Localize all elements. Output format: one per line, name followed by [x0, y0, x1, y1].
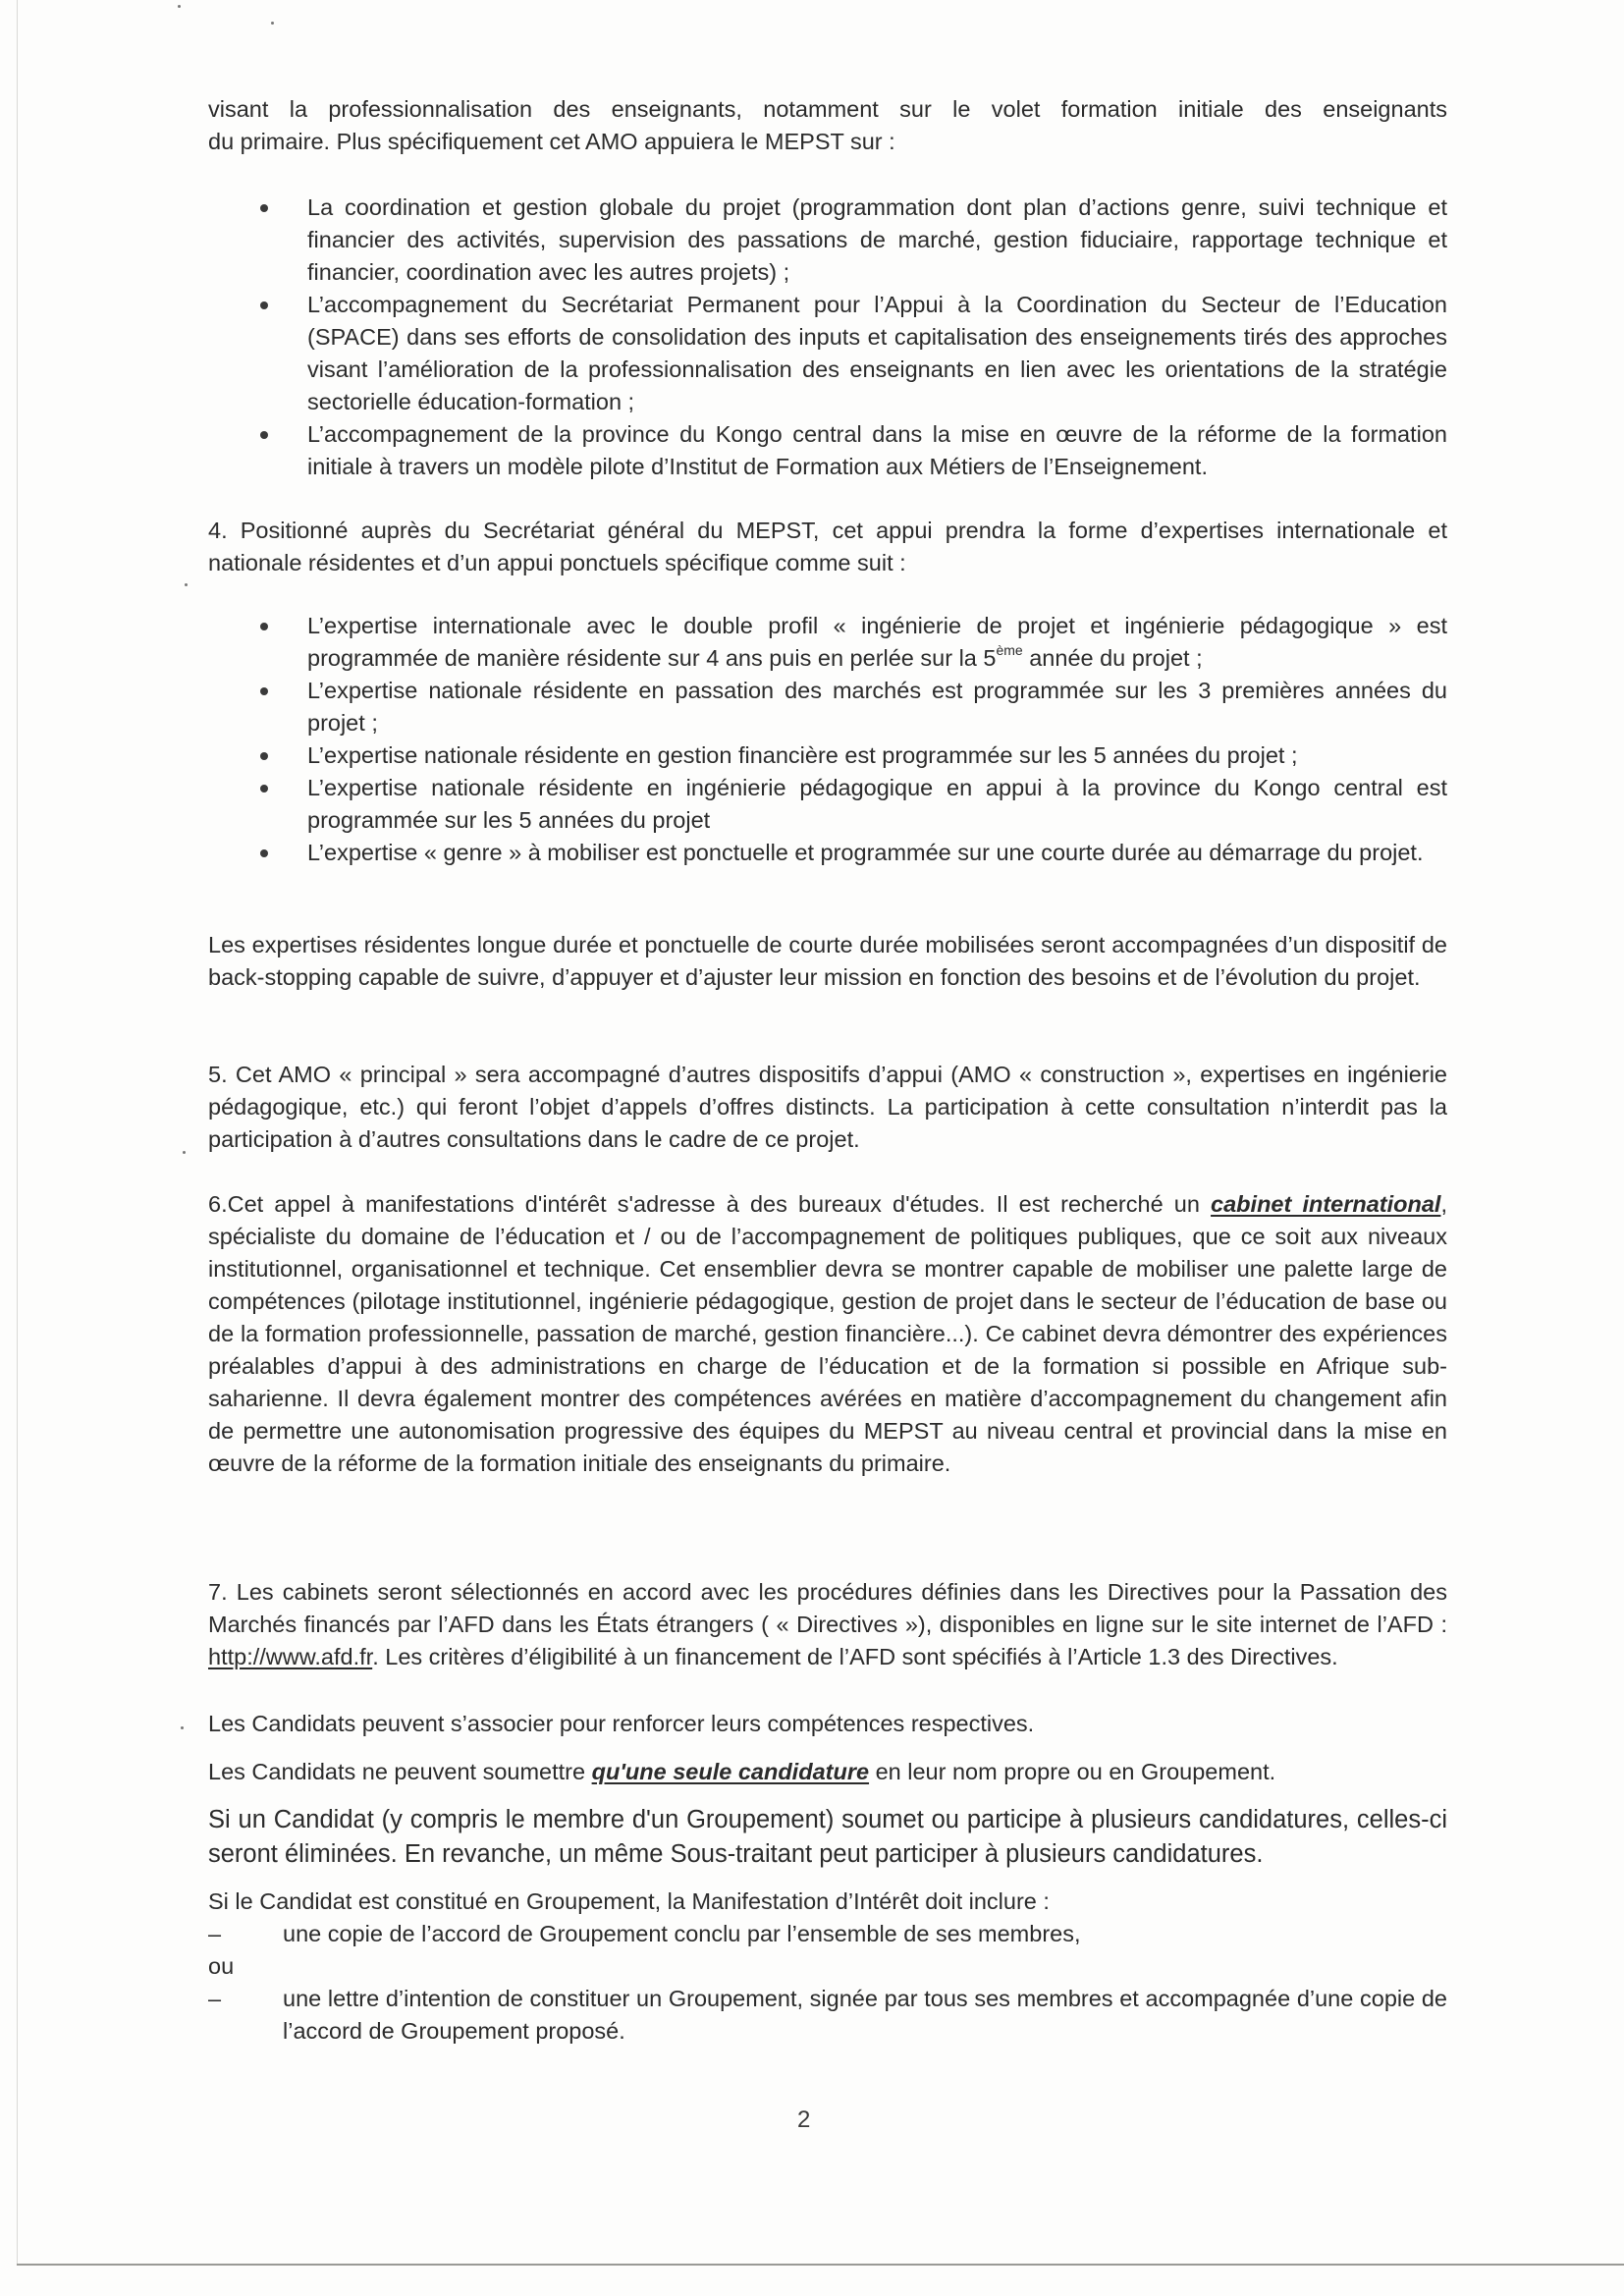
amo-scope-text: La coordination et gestion globale du projet (programmation dont plan d’actions genre, suivi technique et financier des activités, supervision des passations de marché, gestion fiduciaire, rapportage technique et financier, coordination avec les autres projets) ;: [307, 194, 1447, 285]
scan-speck: [185, 583, 188, 586]
ordinal-superscript: ème: [996, 642, 1023, 659]
amo-scope-list: [208, 191, 1447, 483]
intro-paragraph: [208, 93, 1447, 158]
section-7-text-start: 7. Les cabinets seront sélectionnés en accord avec les procédures définies dans les Directives pour la Passation des Marchés financés par l’AFD dans les États étrangers ( « Directives »), disponibles en ligne sur le site internet de l’AFD :: [208, 1579, 1447, 1637]
section-5-paragraph: [208, 1059, 1447, 1156]
grouping-option-1: [208, 1918, 1447, 1950]
single-candidature-text: [208, 1756, 1447, 1788]
candidates-associate-text: Les Candidats peuvent s’associer pour renforcer leurs compétences respectives.: [208, 1711, 1035, 1736]
intro-line-2: du primaire. Plus spécifiquement cet AMO appuiera le MEPST sur :: [208, 129, 895, 154]
grouping-intro-text: Si le Candidat est constitué en Groupement, la Manifestation d’Intérêt doit inclure :: [208, 1888, 1050, 1914]
bullet-icon: [260, 687, 268, 695]
bullet-icon: [260, 849, 268, 857]
expertise-text: L’expertise « genre » à mobiliser est ponctuelle et programmée sur une courte durée au démarrage du projet.: [307, 840, 1424, 865]
grouping-paragraph: [208, 1886, 1447, 2048]
scan-border-bottom: [17, 2264, 1624, 2266]
bullet-icon: [260, 752, 268, 760]
grouping-option-1-text: une copie de l’accord de Groupement conclu par l’ensemble de ses membres,: [283, 1921, 1081, 1946]
single-candidature-emphasis: qu'une seule candidature: [591, 1759, 870, 1784]
expertise-item: [208, 610, 1447, 675]
single-candidature-end: en leur nom propre ou en Groupement.: [869, 1759, 1276, 1784]
scan-speck: [271, 22, 274, 25]
multiple-candidatures-text: Si un Candidat (y compris le membre d'un Groupement) soumet ou participe à plusieurs candidatures, celles-ci seront éliminées. En revanche, un même Sous-traitant peut participer à plusieurs candidatures.: [208, 1806, 1447, 1868]
scan-speck: [181, 1726, 184, 1729]
single-candidature-paragraph: [208, 1756, 1447, 1788]
backstopping-text: Les expertises résidentes longue durée et ponctuelle de courte durée mobilisées seront accompagnées d’un dispositif de back-stopping capable de suivre, d’appuyer et d’ajuster leur mission en fonction des besoins et de l’évolution du projet.: [208, 932, 1447, 990]
scan-speck: [183, 1151, 186, 1154]
bullet-icon: [260, 431, 268, 439]
expertise-text: L’expertise nationale résidente en ingénierie pédagogique en appui à la province du Kongo central est programmée sur les 5 années du projet: [307, 775, 1447, 833]
section-7-paragraph: [208, 1576, 1447, 1673]
intro-line-1: visant la professionnalisation des enseignants, notamment sur le volet formation initiale des enseignants: [208, 96, 1447, 122]
dash-icon: –: [208, 1921, 222, 1946]
expertise-text-end: année du projet ;: [1022, 645, 1203, 671]
amo-scope-item: [208, 289, 1447, 418]
section-4-text: 4. Positionné auprès du Secrétariat général du MEPST, cet appui prendra la forme d’expertises internationale et nationale résidentes et d’un appui ponctuels spécifique comme suit :: [208, 518, 1447, 575]
amo-scope-item: [208, 418, 1447, 483]
section-7-text-end: . Les critères d’éligibilité à un financement de l’AFD sont spécifiés à l’Article 1.3 des Directives.: [372, 1644, 1338, 1669]
cabinet-international-emphasis: cabinet international: [1211, 1191, 1441, 1217]
expertise-item: [208, 739, 1447, 772]
bullet-icon: [260, 301, 268, 309]
expertise-text: L’expertise nationale résidente en gestion financière est programmée sur les 5 années du projet ;: [307, 742, 1298, 768]
dash-icon: –: [208, 1986, 222, 2011]
scan-border-left: [17, 0, 18, 2265]
bullet-icon: [260, 785, 268, 793]
section-7-text: [208, 1576, 1447, 1673]
expertise-item: [208, 675, 1447, 739]
bullet-icon: [260, 204, 268, 212]
section-6-paragraph: [208, 1188, 1447, 1480]
multiple-candidatures-paragraph: [208, 1803, 1447, 1872]
expertise-item: [208, 837, 1447, 869]
expertise-text: L’expertise nationale résidente en passation des marchés est programmée sur les 3 premières années du projet ;: [307, 678, 1447, 736]
afd-website-link[interactable]: http://www.afd.fr: [208, 1644, 373, 1669]
grouping-option-2: [208, 1983, 1447, 2048]
amo-scope-item: [208, 191, 1447, 289]
amo-scope-text: L’accompagnement du Secrétariat Permanent pour l’Appui à la Coordination du Secteur de l’Education (SPACE) dans ses efforts de consolidation des inputs et capitalisation des enseignements tirés des approches visant l’amélioration de la professionnalisation des enseignants en lien avec les orientations de la stratégie sectorielle éducation-formation ;: [307, 292, 1447, 414]
single-candidature-start: Les Candidats ne peuvent soumettre: [208, 1759, 592, 1784]
section-5-text: 5. Cet AMO « principal » sera accompagné d’autres dispositifs d’appui (AMO « construction », expertises en ingénierie pédagogique, etc.) qui feront l’objet d’appels d’offres distincts. La participation à cette consultation n’interdit pas la participation à d’autres consultations dans le cadre de ce projet.: [208, 1062, 1447, 1152]
page-number: 2: [797, 2106, 811, 2133]
candidates-associate-paragraph: [208, 1708, 1447, 1740]
section-4-paragraph: [208, 515, 1447, 579]
expertise-item: [208, 772, 1447, 837]
section-6-text-end: , spécialiste du domaine de l’éducation et / ou de l’accompagnement de politiques publiques, que ce soit aux niveaux institutionnel, organisationnel et technique. Cet ensemblier devra se montrer capable de mobiliser une palette large de compétences (pilotage institutionnel, ingénierie pédagogique, gestion de projet dans le secteur de l’éducation de base ou de la formation professionnelle, passation de marché, gestion financière...). Ce cabinet devra démontrer des expériences préalables d’appui à des administrations en charge de l’éducation et de la formation si possible en Afrique sub-saharienne. Il devra également montrer des compétences avérées en matière d’accompagnement du changement afin de permettre une autonomisation progressive des équipes du MEPST au niveau central et provincial dans la mise en œuvre de la réforme de la formation initiale des enseignants du primaire.: [208, 1191, 1447, 1476]
backstopping-paragraph: [208, 929, 1447, 994]
scan-speck: [178, 5, 181, 8]
section-6-text-start: 6.Cet appel à manifestations d'intérêt s'adresse à des bureaux d'études. Il est recherché un: [208, 1191, 1212, 1217]
bullet-icon: [260, 623, 268, 630]
section-6-text: [208, 1188, 1447, 1480]
grouping-option-2-text: une lettre d’intention de constituer un Groupement, signée par tous ses membres et accompagnée d’une copie de l’accord de Groupement proposé.: [283, 1986, 1447, 2044]
expertise-list: [208, 610, 1447, 869]
expertise-text: L’expertise internationale avec le double profil « ingénierie de projet et ingénierie pédagogique » est programmée de manière résidente sur 4 ans puis en perlée sur la 5: [307, 613, 1447, 671]
or-label: ou: [208, 1953, 235, 1979]
amo-scope-text: L’accompagnement de la province du Kongo central dans la mise en œuvre de la réforme de la formation initiale à travers un modèle pilote d’Institut de Formation aux Métiers de l’Enseignement.: [307, 421, 1447, 479]
